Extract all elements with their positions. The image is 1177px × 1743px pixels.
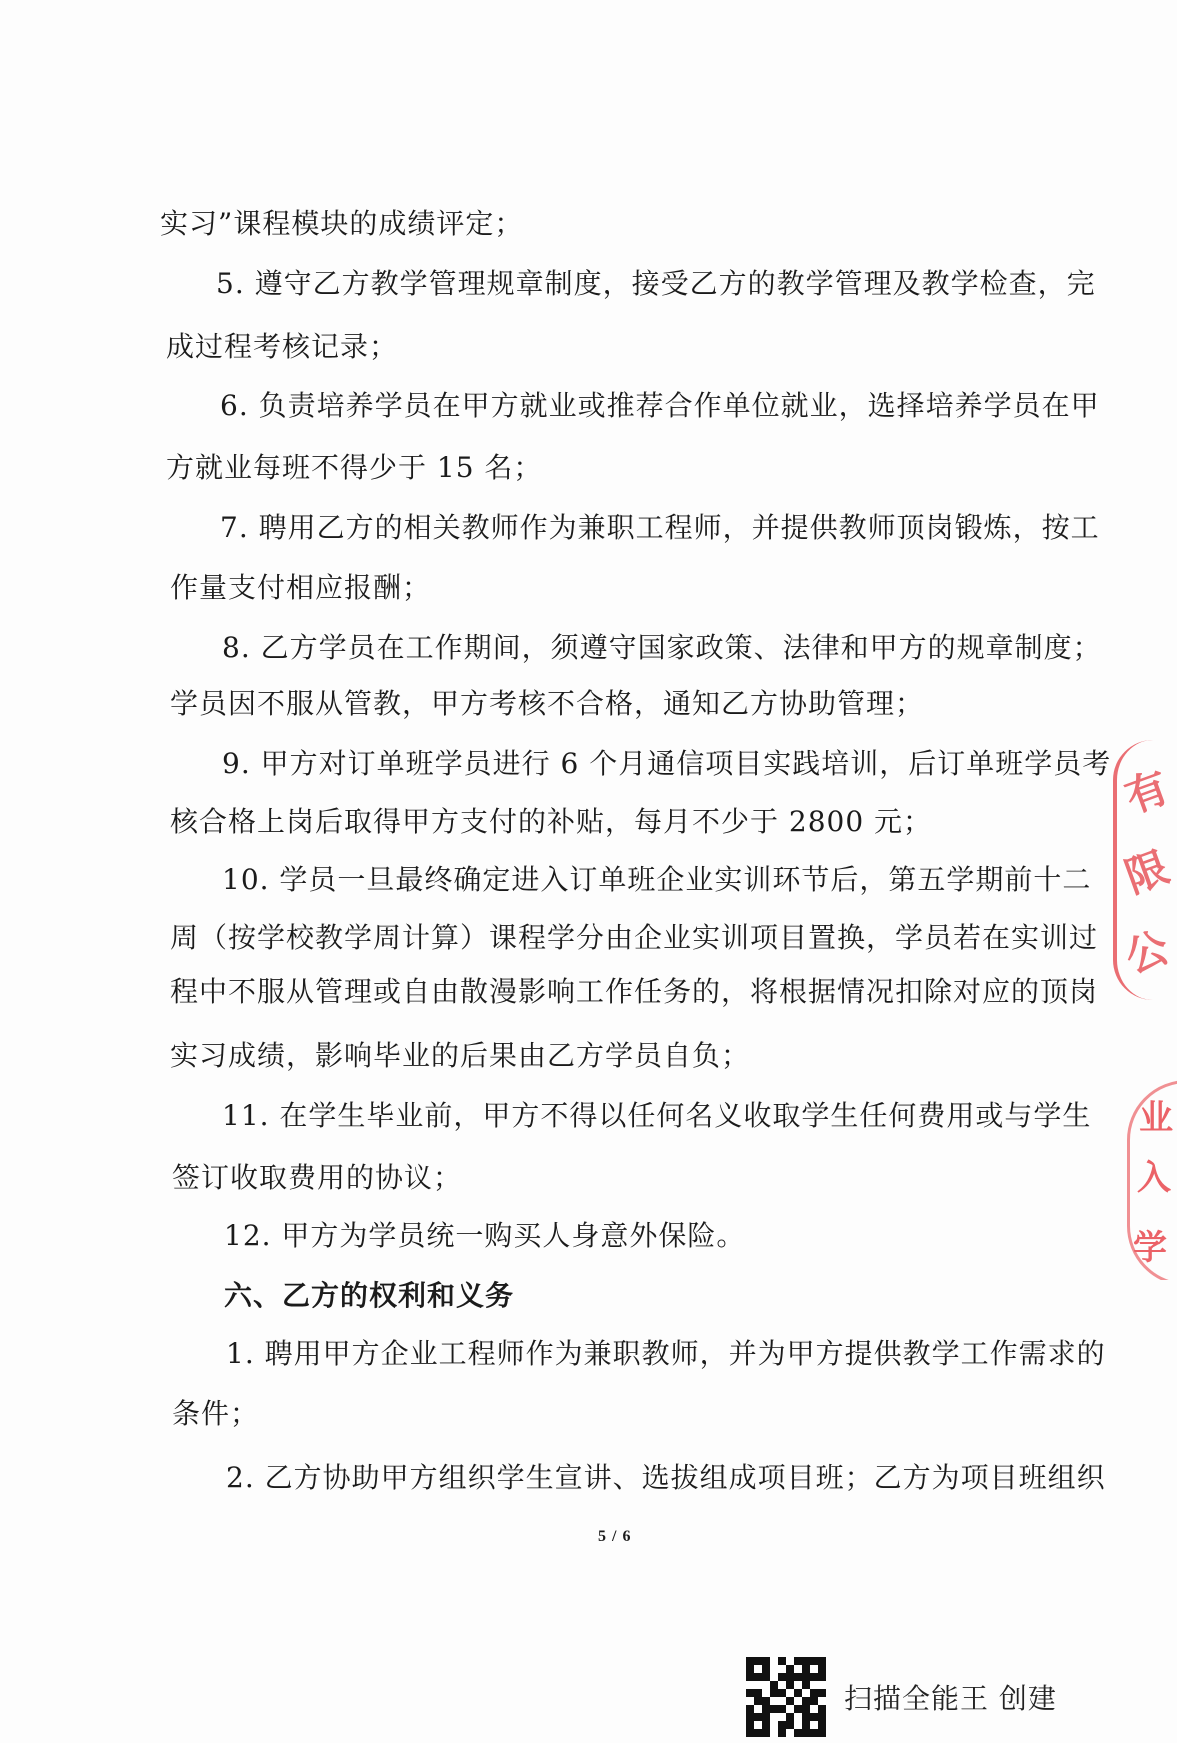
text-line: 条件； (172, 1397, 260, 1430)
company-seal-fragment (1113, 740, 1177, 1000)
text-line: 5. 遵守乙方教学管理规章制度，接受乙方的教学管理及教学检查，完 (216, 267, 1096, 300)
text-line: 实习”课程模块的成绩评定； (160, 207, 524, 240)
text-line: 12. 甲方为学员统一购买人身意外保险。 (224, 1219, 746, 1252)
page-number: 5 / 6 (598, 1528, 632, 1545)
text-line: 11. 在学生毕业前，甲方不得以任何名义收取学生任何费用或与学生 (222, 1099, 1092, 1132)
text-line: 程中不服从管理或自由散漫影响工作任务的，将根据情况扣除对应的顶岗 (170, 975, 1099, 1008)
seal-char: 学 (1133, 1228, 1167, 1268)
qr-code-icon (746, 1657, 826, 1737)
text-line: 8. 乙方学员在工作期间，须遵守国家政策、法律和甲方的规章制度； (222, 631, 1102, 664)
text-line: 作量支付相应报酬； (170, 571, 432, 604)
text-line: 核合格上岗后取得甲方支付的补贴，每月不少于 2800 元； (170, 805, 933, 838)
watermark-text: 扫描全能王 创建 (844, 1682, 1057, 1715)
school-seal-fragment (1117, 1080, 1177, 1280)
text-line: 方就业每班不得少于 15 名； (166, 451, 543, 484)
text-line: 6. 负责培养学员在甲方就业或推荐合作单位就业，选择培养学员在甲 (220, 389, 1100, 422)
text-line: 1. 聘用甲方企业工程师作为兼职教师，并为甲方提供教学工作需求的 (226, 1337, 1106, 1370)
text-line: 10. 学员一旦最终确定进入订单班企业实训环节后，第五学期前十二 (222, 863, 1092, 896)
text-line: 实习成绩，影响毕业的后果由乙方学员自负； (170, 1039, 751, 1072)
text-line: 7. 聘用乙方的相关教师作为兼职工程师，并提供教师顶岗锻炼，按工 (220, 511, 1100, 544)
seal-char: 入 (1137, 1158, 1171, 1198)
section-heading: 六、乙方的权利和义务 (224, 1279, 515, 1312)
seal-char: 有 (1118, 762, 1175, 823)
seal-char: 限 (1118, 842, 1175, 903)
text-line: 9. 甲方对订单班学员进行 6 个月通信项目实践培训，后订单班学员考 (222, 747, 1112, 780)
text-line: 签订收取费用的协议； (172, 1161, 463, 1194)
scanner-watermark (746, 1655, 1057, 1739)
text-line: 周（按学校教学周计算）课程学分由企业实训项目置换，学员若在实训过 (170, 921, 1099, 954)
seal-char: 公 (1118, 922, 1175, 983)
seal-char: 业 (1139, 1098, 1173, 1138)
text-line: 2. 乙方协助甲方组织学生宣讲、选拔组成项目班；乙方为项目班组织 (226, 1461, 1106, 1494)
text-line: 学员因不服从管教，甲方考核不合格，通知乙方协助管理； (170, 687, 925, 720)
text-line: 成过程考核记录； (166, 330, 399, 363)
